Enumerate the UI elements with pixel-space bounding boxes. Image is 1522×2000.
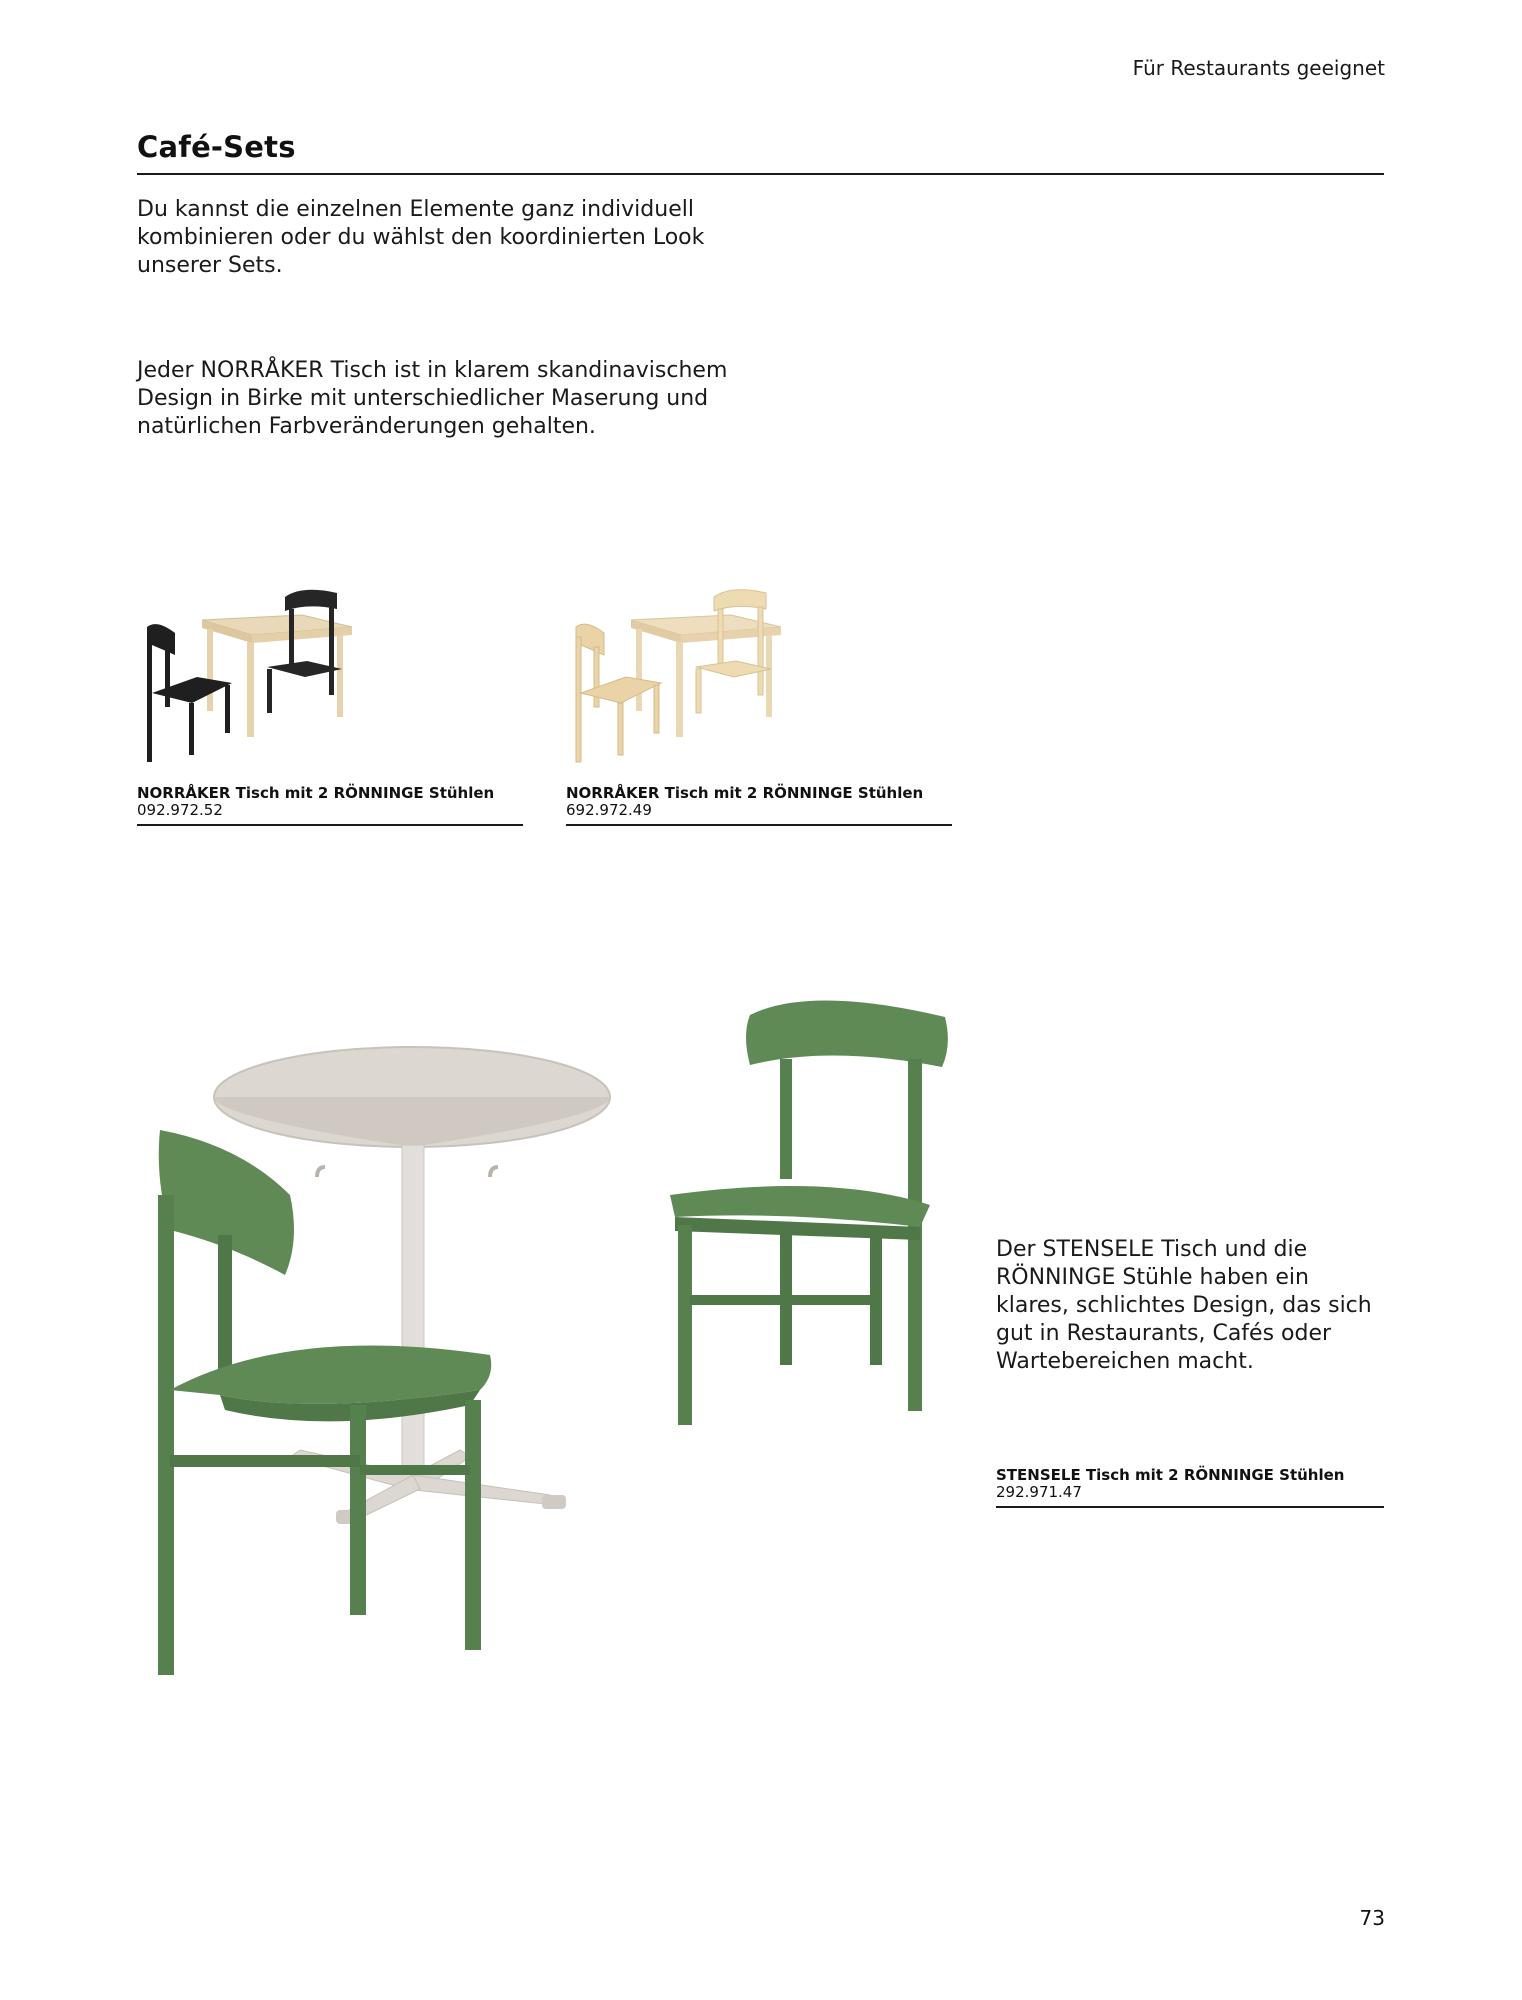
product-image-stensele (130, 995, 970, 1685)
caption-divider (137, 824, 523, 826)
product-image-norraker-birch (566, 585, 806, 765)
product-number: 292.971.47 (996, 1483, 1082, 1501)
stensele-description: Der STENSELE Tisch und die RÖNNINGE Stühle haben ein klares, schlichtes Design, das sich gut in Restaurants, Cafés oder Wartebereichen macht. (996, 1237, 1372, 1374)
product-number: 092.972.52 (137, 801, 223, 819)
norraker-description: Jeder NORRÅKER Tisch ist in klarem skandinavischem Design in Birke mit unterschiedlicher Maserung und natürlichen Farbveränderungen gehalten. (137, 358, 728, 439)
product-caption-2 (566, 785, 952, 819)
chair-front-illustration (576, 624, 661, 762)
round-table-illustration (214, 1047, 610, 1524)
section-label: Für Restaurants geeignet (1132, 56, 1385, 80)
page-number: 73 (1359, 1906, 1385, 1930)
product-name: NORRÅKER Tisch mit 2 RÖNNINGE Stühlen (566, 784, 924, 802)
chair-left-illustration (158, 1130, 491, 1675)
caption-divider (996, 1506, 1384, 1508)
title-divider (137, 173, 1384, 175)
product-caption-1 (137, 785, 523, 819)
product-number: 692.972.49 (566, 801, 652, 819)
product-name: NORRÅKER Tisch mit 2 RÖNNINGE Stühlen (137, 784, 495, 802)
chair-back-illustration (267, 590, 342, 713)
chair-right-illustration (670, 1000, 948, 1425)
chair-back-illustration (696, 590, 771, 713)
product-name: STENSELE Tisch mit 2 RÖNNINGE Stühlen (996, 1466, 1345, 1484)
product-image-norraker-black (137, 585, 377, 765)
caption-divider (566, 824, 952, 826)
intro-paragraph: Du kannst die einzelnen Elemente ganz individuell kombinieren oder du wählst den koordinierten Look unserer Sets. (137, 197, 705, 278)
product-caption-3 (996, 1467, 1384, 1501)
chair-front-illustration (147, 624, 232, 762)
page-title: Café-Sets (137, 130, 296, 164)
